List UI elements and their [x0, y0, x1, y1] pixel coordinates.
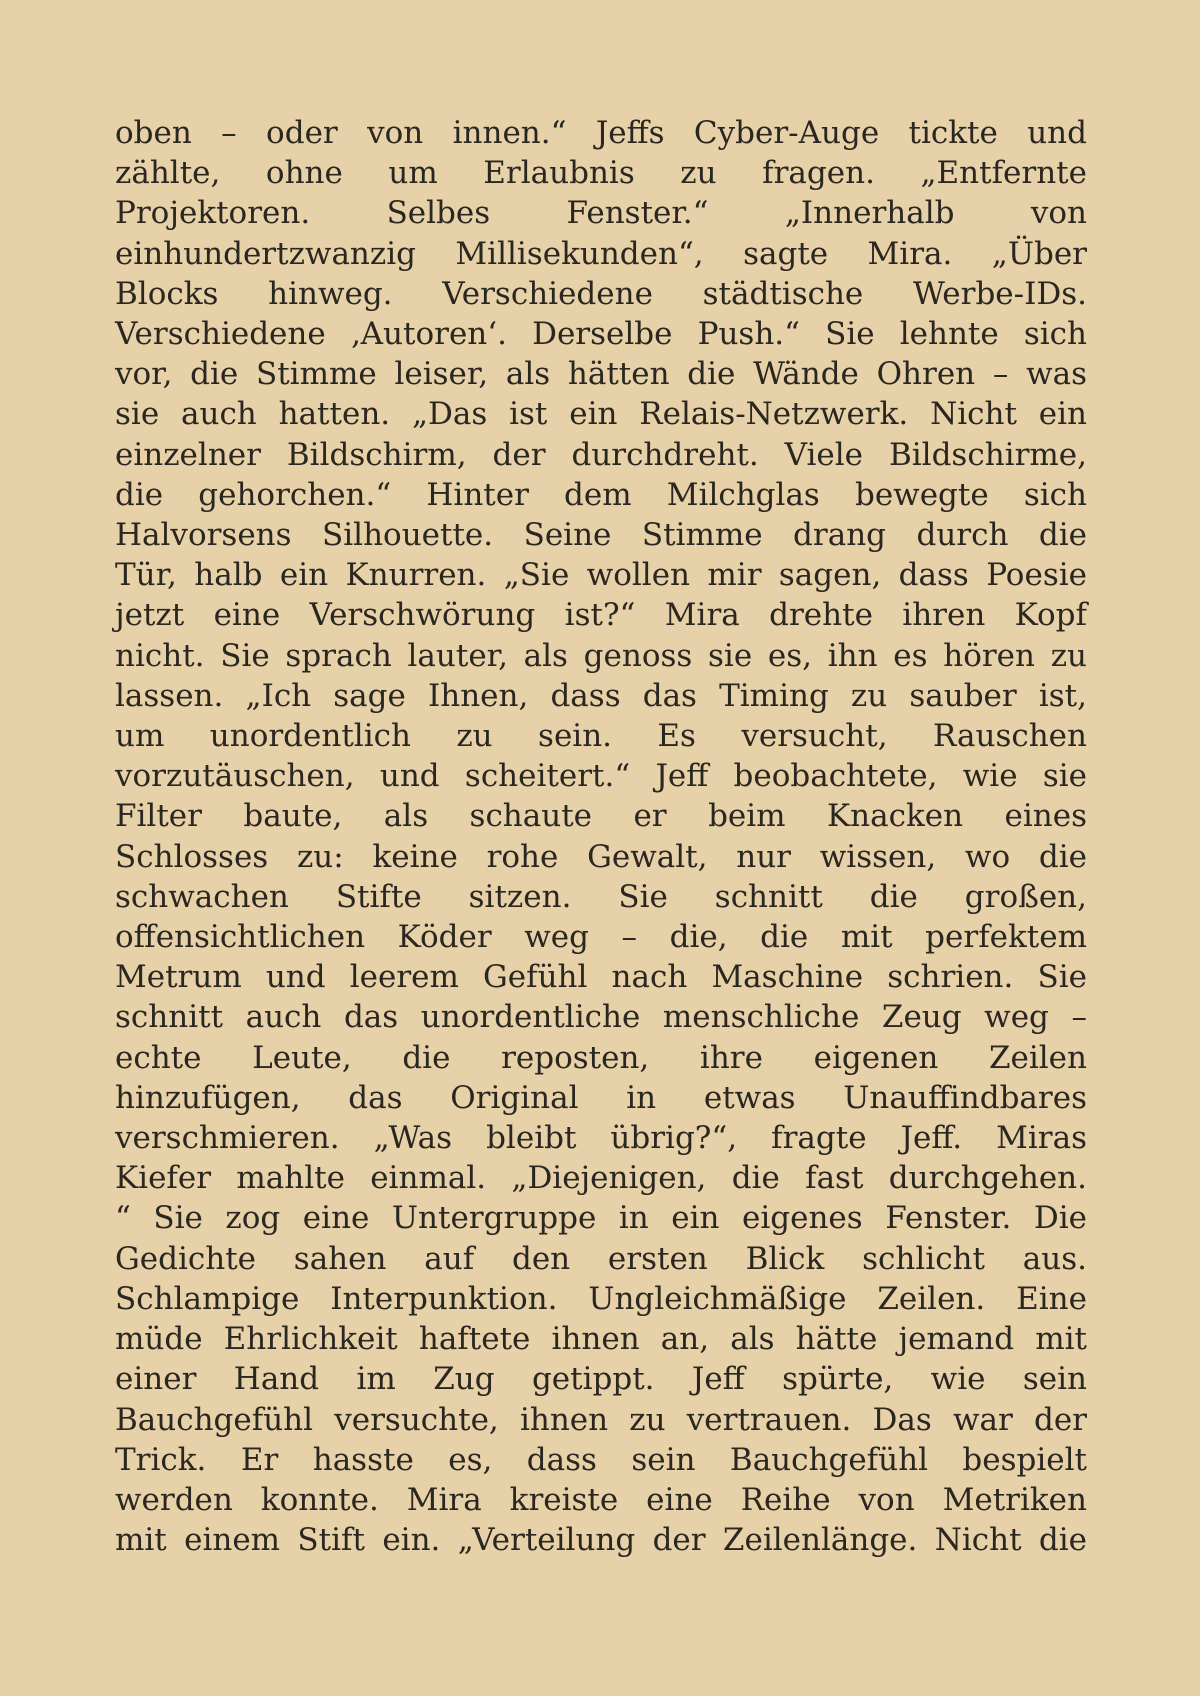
text-line: einhundertzwanzig Millisekunden“, sagte Mira. „Über [115, 235, 1087, 272]
text-line: Gedichte sahen auf den ersten Blick schlicht aus. [115, 1240, 1087, 1277]
text-line: Schlampige Interpunktion. Ungleichmäßige Zeilen. Eine [115, 1280, 1087, 1317]
text-line: Blocks hinweg. Verschiedene städtische Werbe-IDs. [115, 275, 1087, 312]
text-line: werden konnte. Mira kreiste eine Reihe von Metriken [115, 1481, 1087, 1518]
text-line: vor, die Stimme leiser, als hätten die Wände Ohren – was [115, 356, 1087, 393]
text-line: vorzutäuschen, und scheitert.“ Jeff beobachtete, wie sie [115, 758, 1087, 795]
text-line: sie auch hatten. „Das ist ein Relais-Netzwerk. Nicht ein [115, 396, 1087, 433]
text-line: lassen. „Ich sage Ihnen, dass das Timing zu sauber ist, [115, 677, 1087, 714]
text-line: mit einem Stift ein. „Verteilung der Zeilenlänge. Nicht die [115, 1522, 1087, 1559]
text-line: Metrum und leerem Gefühl nach Maschine schrien. Sie [115, 959, 1087, 996]
text-line: jetzt eine Verschwörung ist?“ Mira drehte ihren Kopf [115, 597, 1087, 634]
text-line: hinzufügen, das Original in etwas Unauffindbares [115, 1079, 1087, 1116]
text-line: echte Leute, die reposten, ihre eigenen Zeilen [115, 1039, 1087, 1076]
text-line: Kiefer mahlte einmal. „Diejenigen, die fast durchgehen. [115, 1160, 1087, 1197]
text-line: einer Hand im Zug getippt. Jeff spürte, wie sein [115, 1361, 1087, 1398]
text-line: Halvorsens Silhouette. Seine Stimme drang durch die [115, 517, 1087, 554]
text-line: Tür, halb ein Knurren. „Sie wollen mir sagen, dass Poesie [115, 557, 1087, 594]
text-line: einzelner Bildschirm, der durchdreht. Viele Bildschirme, [115, 436, 1087, 473]
text-line: nicht. Sie sprach lauter, als genoss sie es, ihn es hören zu [115, 637, 1087, 674]
text-line: Bauchgefühl versuchte, ihnen zu vertrauen. Das war der [115, 1401, 1087, 1438]
text-line: müde Ehrlichkeit haftete ihnen an, als hätte jemand mit [115, 1321, 1087, 1358]
text-line: schnitt auch das unordentliche menschliche Zeug weg – [115, 999, 1087, 1036]
text-line: “ Sie zog eine Untergruppe in ein eigenes Fenster. Die [115, 1200, 1087, 1237]
text-line: Trick. Er hasste es, dass sein Bauchgefühl bespielt [115, 1441, 1087, 1478]
text-line: um unordentlich zu sein. Es versucht, Rauschen [115, 718, 1087, 755]
text-line: Schlosses zu: keine rohe Gewalt, nur wissen, wo die [115, 838, 1087, 875]
body-paragraph [115, 113, 1087, 1560]
text-line: Filter baute, als schaute er beim Knacken eines [115, 798, 1087, 835]
text-line: Projektoren. Selbes Fenster.“ „Innerhalb von [115, 195, 1087, 232]
text-line: offensichtlichen Köder weg – die, die mit perfektem [115, 919, 1087, 956]
text-line: Verschiedene ‚Autoren‘. Derselbe Push.“ Sie lehnte sich [115, 316, 1087, 353]
text-line: zählte, ohne um Erlaubnis zu fragen. „Entfernte [115, 155, 1087, 192]
text-line: oben – oder von innen.“ Jeffs Cyber-Auge tickte und [115, 115, 1087, 151]
text-line: schwachen Stifte sitzen. Sie schnitt die großen, [115, 878, 1087, 915]
text-line: verschmieren. „Was bleibt übrig?“, fragte Jeff. Miras [115, 1120, 1087, 1157]
text-line: die gehorchen.“ Hinter dem Milchglas bewegte sich [115, 476, 1087, 513]
